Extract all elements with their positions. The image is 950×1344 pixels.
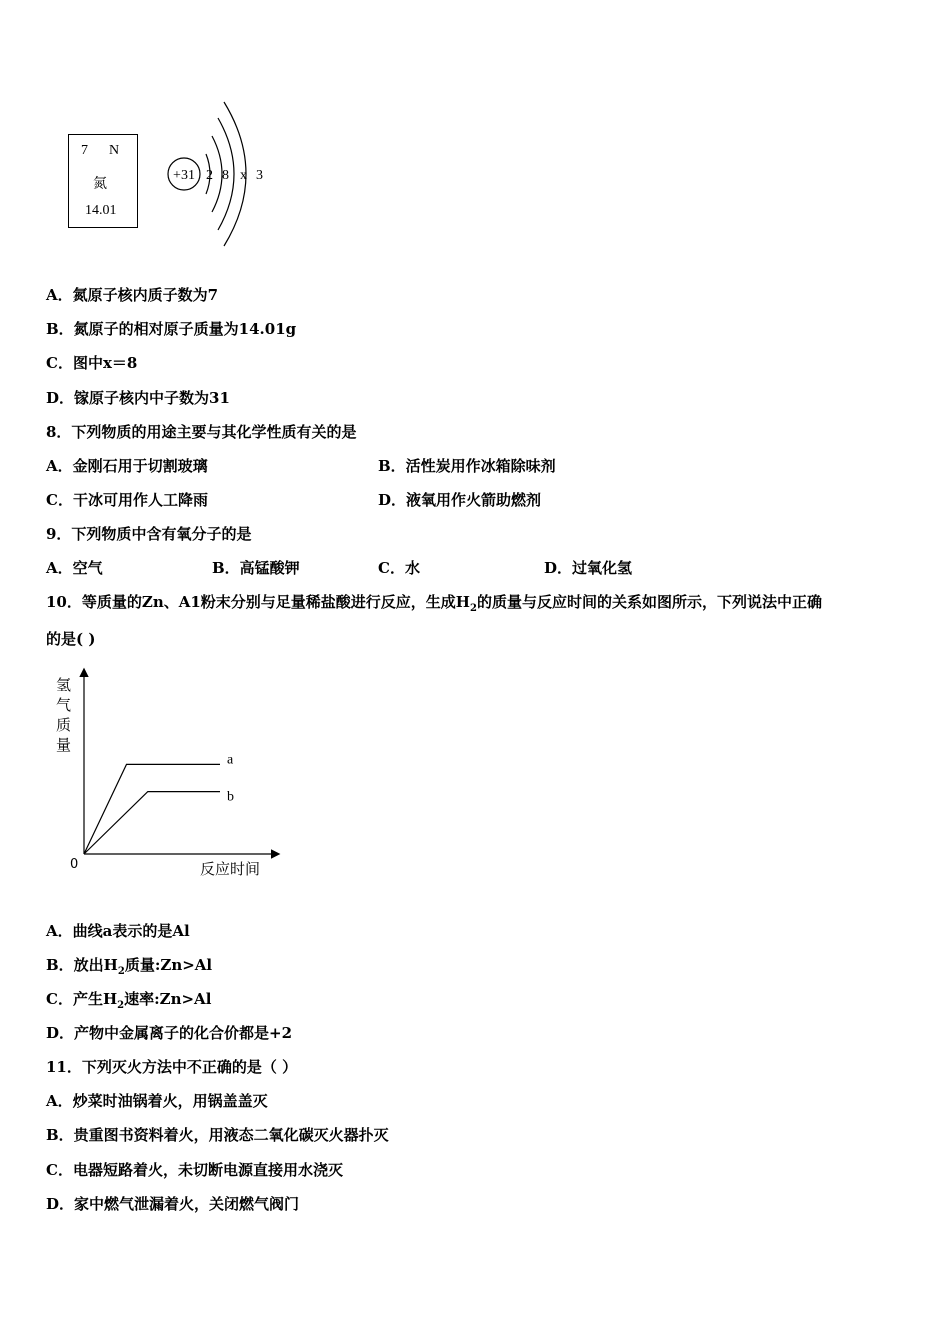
q11-option-d: D．家中燃气泄漏着火，关闭燃气阀门 [46, 1195, 300, 1213]
series-b-line [84, 792, 220, 854]
q9-option-a: A．空气 [46, 559, 103, 577]
q11-option-b: B．贵重图书资料着火，用液态二氧化碳灭火器扑灭 [46, 1126, 389, 1144]
q10-option-a [46, 921, 190, 941]
q10-option-b [46, 955, 212, 982]
q10-option-c-text1: C．产生H [46, 990, 118, 1008]
y-axis-label-char-4: 量 [56, 736, 72, 754]
y-axis-label-char-2: 气 [56, 696, 72, 714]
shell-1-electrons: 2 [206, 168, 213, 183]
shell-3-electrons: x [240, 168, 247, 183]
atomic-mass: 14.01 [85, 203, 117, 218]
shell-arc-2 [212, 136, 222, 212]
y-axis-label-char-3: 质 [56, 716, 72, 734]
q8-option-c: C．干冰可用作人工降雨 [46, 491, 208, 509]
element-symbol: N [109, 143, 120, 158]
q9-stem: 9．下列物质中含有氧分子的是 [46, 525, 252, 543]
q8-option-b: B．活性炭用作冰箱除味剂 [378, 457, 556, 475]
x-axis-label: 反应时间 [200, 860, 261, 878]
q11-option-a: A．炒菜时油锅着火，用锅盖盖灭 [46, 1092, 268, 1110]
q8-option-a: A．金刚石用于切割玻璃 [46, 457, 208, 475]
q10-option-c [46, 989, 211, 1016]
q8-stem: 8．下列物质的用途主要与其化学性质有关的是 [46, 423, 357, 441]
q9-option-c: C．水 [378, 559, 420, 577]
q11-stem: 11．下列灭火方法中不正确的是（ ） [46, 1058, 298, 1076]
q10-stem-part1: 10．等质量的Zn、A1粉末分别与足量稀盐酸进行反应，生成H [46, 593, 470, 611]
shell-2-electrons: 8 [222, 168, 229, 183]
q10-option-d-text: D．产物中金属离子的化合价都是+2 [46, 1024, 293, 1042]
q10-option-c-text2: 速率:Zn>Al [124, 990, 212, 1008]
q11-option-c: C．电器短路着火，未切断电源直接用水浇灭 [46, 1161, 343, 1179]
q9-option-d: D．过氧化氢 [544, 559, 633, 577]
y-axis-label-char-1: 氢 [56, 676, 72, 694]
q10-stem-subscript: 2 [469, 603, 477, 614]
q7-option-d: D．镓原子核内中子数为31 [46, 389, 230, 407]
element-card [68, 134, 138, 228]
q7-option-b: B．氮原子的相对原子质量为14.01g [46, 320, 297, 338]
series-a-label: a [227, 752, 234, 768]
q10-stem-line1 [46, 592, 822, 619]
origin-label: 0 [70, 857, 79, 872]
q10-option-a-text: A．曲线a表示的是Al [46, 922, 190, 940]
h2-mass-graph [44, 664, 294, 884]
series-a-line [84, 764, 220, 854]
q10-option-b-sub: 2 [117, 966, 125, 977]
q10-option-b-text2: 质量:Zn>Al [124, 956, 213, 974]
atom-structure-diagram [160, 98, 280, 248]
q7-option-c: C．图中x＝8 [46, 354, 138, 372]
q9-option-b: B．高锰酸钾 [212, 559, 300, 577]
nucleus-charge: +31 [173, 168, 195, 183]
atomic-number: 7 [81, 143, 88, 158]
q8-option-d: D．液氧用作火箭助燃剂 [378, 491, 542, 509]
q7-option-a: A．氮原子核内质子数为7 [46, 286, 219, 304]
series-b-label: b [227, 789, 234, 805]
q10-option-d [46, 1023, 292, 1043]
element-name: 氮 [93, 177, 107, 192]
q10-stem-line2: 的是( ) [46, 630, 96, 648]
q10-stem-part2: 的质量与反应时间的关系如图所示，下列说法中正确 [476, 593, 822, 611]
q10-option-b-text1: B．放出H [46, 956, 118, 974]
shell-4-electrons: 3 [256, 168, 263, 183]
q10-option-c-sub: 2 [117, 1000, 125, 1011]
